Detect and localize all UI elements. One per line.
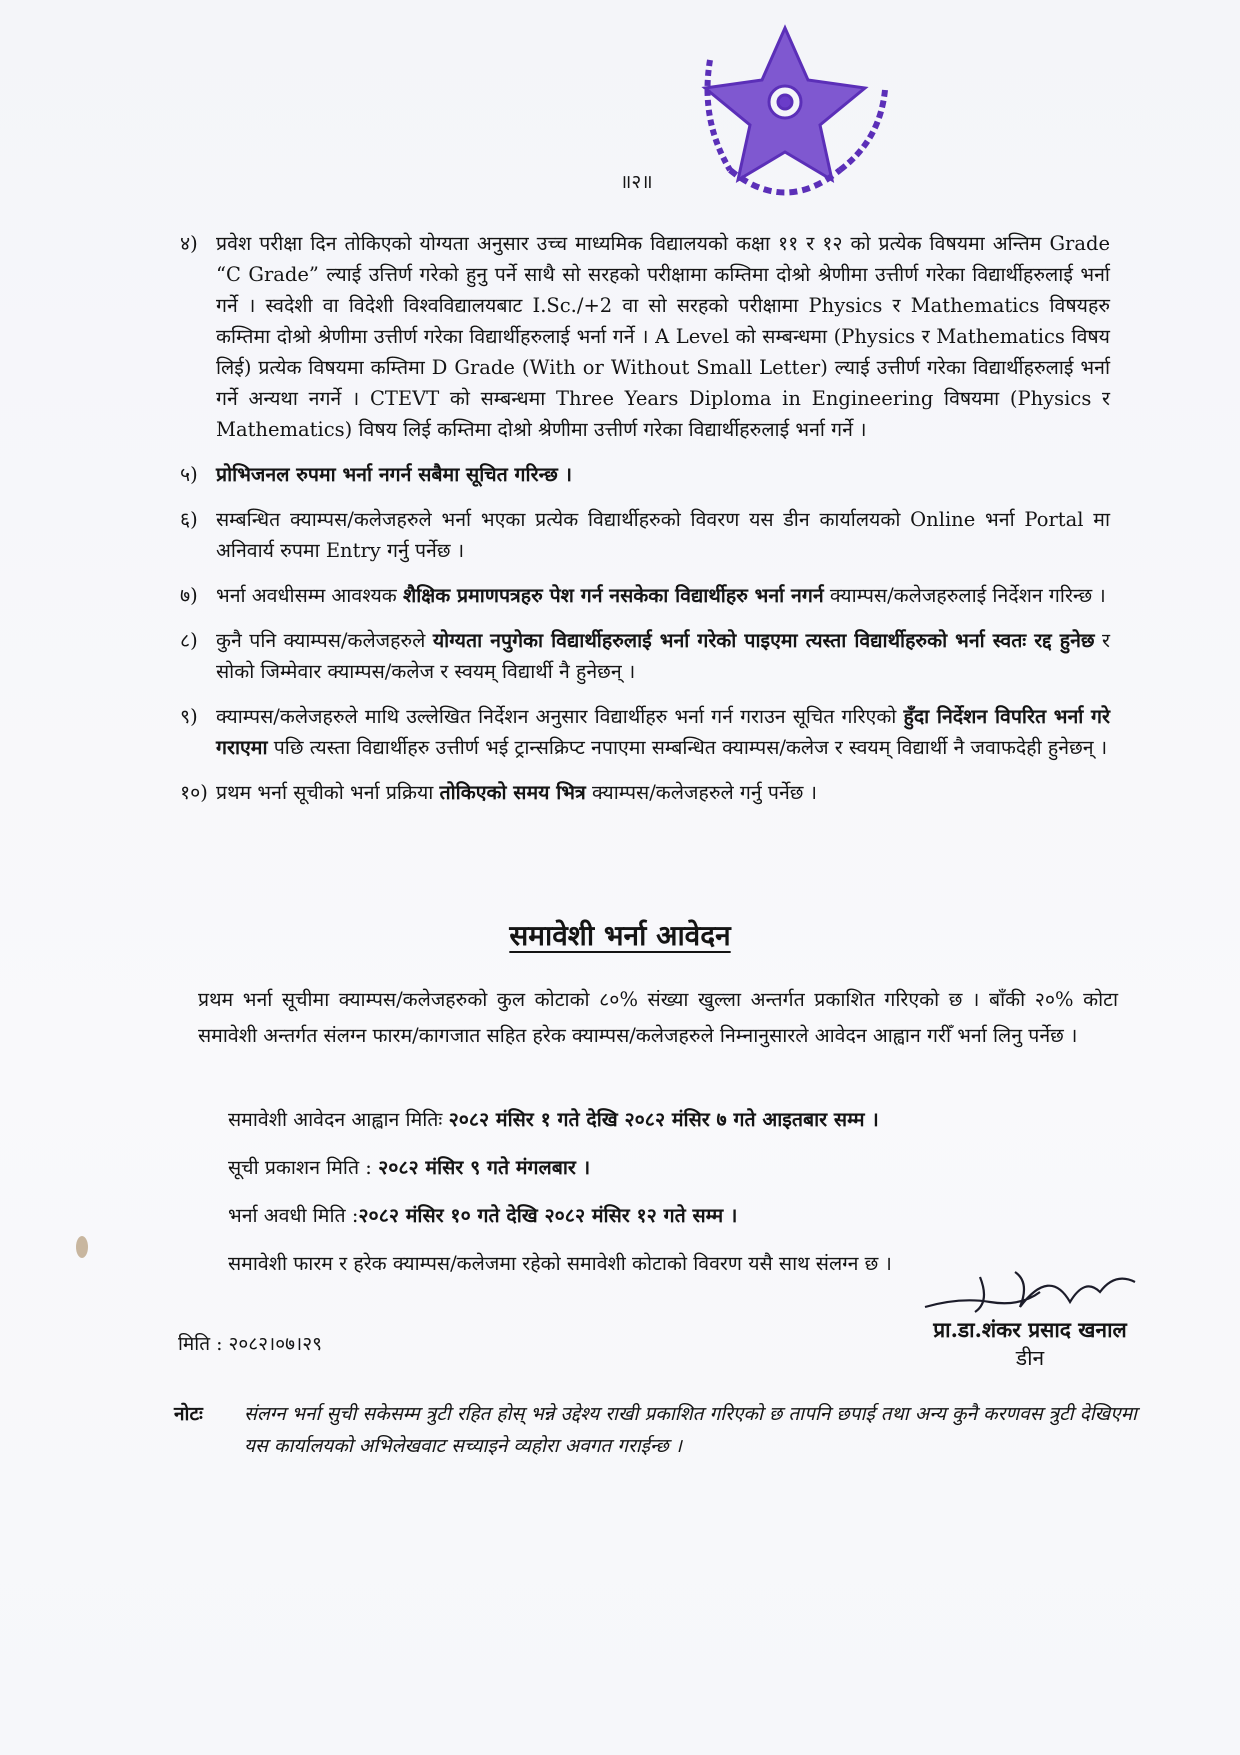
plain-text: भर्ना अवधीसम्म आवश्यक — [216, 584, 403, 607]
instruction-text — [216, 625, 1110, 687]
instruction-item — [180, 777, 1110, 808]
plain-text: सम्बन्धित क्याम्पस/कलेजहरुले भर्ना भएका प्रत्येक विद्यार्थीहरुको विवरण यस डीन कार्यालयको Online भर्ना Portal मा अनिवार्य रुपमा Entry गर्नु पर्नेछ । — [216, 508, 1110, 562]
plain-text: क्याम्पस/कलेजहरुले माथि उल्लेखित निर्देशन अनुसार विद्यार्थीहरु भर्ना गर्न गराउन सूचित गरिएको — [216, 705, 904, 728]
schedule-label: सूची प्रकाशन मिति : — [228, 1156, 379, 1179]
plain-text: पछि त्यस्ता विद्यार्थीहरु उत्तीर्ण भई ट्रान्सक्रिप्ट नपाएमा सम्बन्धित क्याम्पस/कलेज र स्वयम् विद्यार्थी नै जवाफदेही हुनेछन् । — [267, 736, 1108, 759]
instruction-item — [180, 228, 1110, 445]
issue-date: मिति : २०८२।०७।२९ — [178, 1333, 322, 1355]
instruction-number: १०) — [180, 781, 208, 804]
instruction-text — [216, 701, 1110, 763]
instruction-number: ६) — [180, 508, 198, 531]
instruction-number: ९) — [180, 705, 198, 728]
schedule-label: समावेशी आवेदन आह्वान मितिः — [228, 1108, 449, 1131]
instruction-item — [180, 580, 1110, 611]
schedule-label: समावेशी फारम र हरेक क्याम्पस/कलेजमा रहेको समावेशी कोटाको विवरण यसै साथ संलग्न छ । — [228, 1252, 892, 1275]
signatory-block — [880, 1316, 1180, 1372]
schedule-line — [228, 1204, 1128, 1228]
plain-text: क्याम्पस/कलेजहरुलाई निर्देशन गरिन्छ । — [823, 584, 1106, 607]
instruction-number: ५) — [180, 463, 198, 486]
purple-star-seal-icon — [690, 20, 900, 220]
instruction-item — [180, 459, 1110, 490]
section-heading — [0, 916, 1240, 954]
instruction-item — [180, 625, 1110, 687]
note-text: संलग्न भर्ना सुची सकेसम्म त्रुटी रहित होस् भन्ने उद्देश्य राखी प्रकाशित गरिएको छ तापनि छपाई तथा अन्य कुनै करणवस त्रुटी देखिएमा यस कार्यालयको अभिलेखवाट सच्याइने व्यहोरा अवगत गराईन्छ । — [244, 1403, 1137, 1457]
emphasis-text: तोकिएको समय भित्र — [439, 781, 586, 804]
emphasis-text: योग्यता नपुगेका विद्यार्थीहरुलाई भर्ना गरेको पाइएमा त्यस्ता विद्यार्थीहरुको भर्ना स्वतः रद्द हुनेछ — [432, 629, 1095, 652]
emphasis-text: हुँदा निर्देशन विपरित भर्ना गरे गराएमा — [216, 705, 1110, 759]
emphasis-text: प्रोभिजनल रुपमा भर्ना नगर्न सबैमा सूचित गरिन्छ । — [216, 463, 572, 486]
page-number: ॥२॥ — [620, 171, 653, 193]
note-block — [174, 1398, 1164, 1462]
instruction-list — [180, 228, 1110, 822]
signatory-title: डीन — [1015, 1346, 1045, 1370]
instruction-item — [180, 701, 1110, 763]
plain-text: प्रथम भर्ना सूचीको भर्ना प्रक्रिया — [216, 781, 440, 804]
plain-text: क्याम्पस/कलेजहरुले गर्नु पर्नेछ । — [585, 781, 818, 804]
schedule-value: २०८२ मंसिर १० गते देखि २०८२ मंसिर १२ गते सम्म । — [358, 1204, 738, 1227]
instruction-item — [180, 504, 1110, 566]
emphasis-text: शैक्षिक प्रमाणपत्रहरु पेश गर्न नसकेका विद्यार्थीहरु भर्ना नगर्न — [402, 584, 824, 607]
instruction-text — [216, 504, 1110, 566]
note-label: नोटः — [174, 1403, 203, 1425]
plain-text: कुनै पनि क्याम्पस/कलेजहरुले — [216, 629, 433, 652]
handwritten-signature — [920, 1262, 1150, 1322]
signatory-name: प्रा.डा.शंकर प्रसाद खनाल — [933, 1317, 1127, 1342]
paper-smudge — [76, 1236, 88, 1258]
schedule-line — [228, 1108, 1128, 1132]
instruction-number: ७) — [180, 584, 198, 607]
instruction-text — [216, 228, 1110, 445]
instruction-text — [216, 459, 1110, 490]
intro-paragraph: प्रथम भर्ना सूचीमा क्याम्पस/कलेजहरुको कुल कोटाको ८०% संख्या खुल्ला अन्तर्गत प्रकाशित गरिएको छ । बाँकी २०% कोटा समावेशी अन्तर्गत संलग्न फारम/कागजात सहित हरेक क्याम्पस/कलेजहरुले निम्नानुसारले आवेदन आह्वान गरीँ भर्ना लिनु पर्नेछ । — [198, 988, 1118, 1047]
schedule-value: २०८२ मंसिर ९ गते मंगलबार । — [378, 1156, 591, 1179]
schedule-value: २०८२ मंसिर १ गते देखि २०८२ मंसिर ७ गते आइतबार सम्म । — [448, 1108, 879, 1131]
instruction-number: ४) — [180, 232, 198, 255]
section-heading-text: समावेशी भर्ना आवेदन — [509, 919, 731, 952]
plain-text: प्रवेश परीक्षा दिन तोकिएको योग्यता अनुसार उच्च माध्यमिक विद्यालयको कक्षा ११ र १२ को प्रत्येक विषयमा अन्तिम Grade “C Grade” ल्याई उत्तिर्ण गरेको हुनु पर्ने साथै सो सरहको परीक्षामा कम्तिमा दोश्रो श्रेणीमा उत्तीर्ण गरेका विद्यार्थीहरुलाई भर्ना गर्ने । स्वदेशी वा विदेशी विश्वविद्यालयबाट I.Sc./+2 वा सो सरहको परीक्षामा Physics र Mathematics विषयहरु कम्तिमा दोश्रो श्रेणीमा उत्तीर्ण गरेका विद्यार्थीहरुलाई भर्ना गर्ने । A Level को सम्बन्धमा (Physics र Mathematics विषय लिई) प्रत्येक विषयमा कम्तिमा D Grade (With or Without Small Letter) ल्याई उत्तीर्ण गरेका विद्यार्थीहरुलाई भर्ना गर्ने अन्यथा नगर्ने । CTEVT को सम्बन्धमा Three Years Diploma in Engineering विषयमा (Physics र Mathematics) विषय लिई कम्तिमा दोश्रो श्रेणीमा उत्तीर्ण गरेका विद्यार्थीहरुलाई भर्ना गर्ने । — [216, 232, 1110, 441]
instruction-number: ८) — [180, 629, 198, 652]
plain-text: र सोको जिम्मेवार क्याम्पस/कलेज र स्वयम् विद्यार्थी नै हुनेछन् । — [216, 629, 1110, 683]
schedule-label: भर्ना अवधी मिति : — [228, 1204, 359, 1227]
instruction-text — [216, 777, 1110, 808]
instruction-text — [216, 580, 1110, 611]
schedule-line — [228, 1156, 1128, 1180]
